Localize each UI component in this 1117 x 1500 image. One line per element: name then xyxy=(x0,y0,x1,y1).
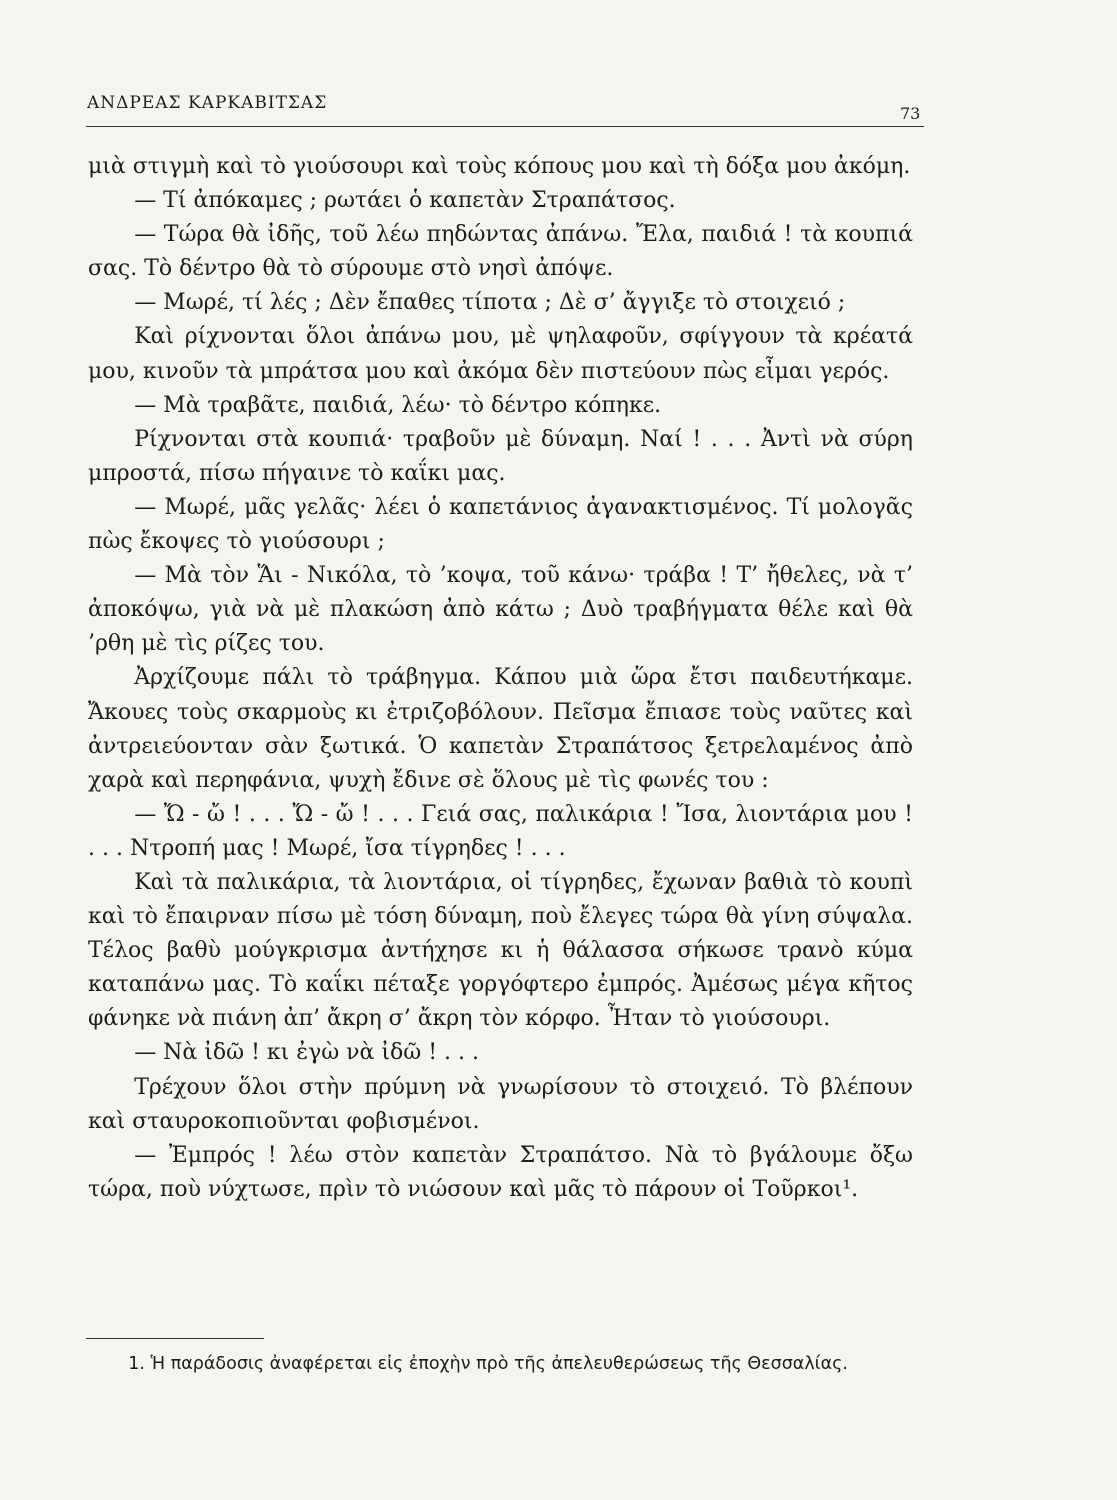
page-number: 73 xyxy=(900,104,921,123)
header-rule xyxy=(86,126,924,127)
paragraph-7: Ρίχνονται στὰ κουπιά· τραβοῦν μὲ δύναμη. Ναί ! . . . Ἀντὶ νὰ σύρη μπροστά, πίσω πήγαινε τὸ καΐκι μας. xyxy=(88,426,913,486)
paragraph-10: Ἀρχίζουμε πάλι τὸ τράβηγμα. Κάπου μιὰ ὥρα ἔτσι παιδευτήκαμε. Ἄκουες τοὺς σκαρμοὺς κι ἐτριζοβόλουν. Πεῖσμα ἔπιασε τοὺς ναῦτες καὶ ἀντρειεύονταν σὰν ξωτικά. Ὁ καπετὰν Στραπάτσος ξετρελαμένος ἀπὸ χαρὰ καὶ περηφάνια, ψυχὴ ἔδινε σὲ ὅλους μὲ τὶς φωνές του : xyxy=(88,665,913,793)
footnote-rule xyxy=(86,1338,264,1339)
paragraph-1: μιὰ στιγμὴ καὶ τὸ γιούσουρι καὶ τοὺς κόπους μου καὶ τὴ δόξα μου ἀκόμη. xyxy=(88,154,911,179)
running-title: ΑΝΔΡΕΑΣ ΚΑΡΚΑΒΙΤΣΑΣ xyxy=(87,93,328,113)
paragraph-14: Τρέχουν ὅλοι στὴν πρύμνη νὰ γνωρίσουν τὸ στοιχειό. Τὸ βλέπουν καὶ σταυροκοπιοῦνται φοβισμένοι. xyxy=(88,1074,913,1134)
paragraph-5: Καὶ ρίχνονται ὅλοι ἀπάνω μου, μὲ ψηλαφοῦν, σφίγγουν τὰ κρέατά μου, κινοῦν τὰ μπράτσα μου καὶ ἀκόμα δὲν πιστεύουν πὼς εἶμαι γερός. xyxy=(88,324,913,384)
paragraph-12: Καὶ τὰ παλικάρια, τὰ λιοντάρια, οἱ τίγρηδες, ἔχωναν βαθιὰ τὸ κουπὶ καὶ τὸ ἔπαιρναν πίσω μὲ τόση δύναμη, ποὺ ἔλεγες τώρα θὰ γίνη σύψαλα. Τέλος βαθὺ μούγκρισμα ἀντήχησε κι ἡ θάλασσα σήκωσε τρανὸ κύμα καταπάνω μας. Τὸ καΐκι πέταξε γοργόφτερο ἐμπρός. Ἀμέσως μέγα κῆτος φάνηκε νὰ πιάνη ἀπ’ ἄκρη σ’ ἄκρη τὸν κόρφο. Ἦταν τὸ γιούσουρι. xyxy=(88,869,913,1032)
body-text xyxy=(88,150,913,1207)
paragraph-15: — Ἐμπρός ! λέω στὸν καπετὰν Στραπάτσο. Νὰ τὸ βγάλουμε ὄξω τώρα, ποὺ νύχτωσε, πρὶν τὸ νιώσουν καὶ μᾶς τὸ πάρουν οἱ Τοῦρκοι¹. xyxy=(88,1142,913,1202)
footnote: 1. Ἡ παράδοσις ἀναφέρεται εἰς ἐποχὴν πρὸ τῆς ἀπελευθερώσεως τῆς Θεσσαλίας. xyxy=(128,1354,848,1374)
paragraph-4: — Μωρέ, τί λές ; Δὲν ἔπαθες τίποτα ; Δὲ σ’ ἄγγιξε τὸ στοιχειό ; xyxy=(134,290,846,316)
paragraph-8: — Μωρέ, μᾶς γελᾶς· λέει ὁ καπετάνιος ἀγανακτισμένος. Τί μολογᾶς πὼς ἔκοψες τὸ γιούσουρι ; xyxy=(88,494,913,555)
paragraph-3: — Τώρα θὰ ἰδῆς, τοῦ λέω πηδώντας ἀπάνω. Ἔλα, παιδιά ! τὰ κουπιά σας. Τὸ δέντρο θὰ τὸ σύρουμε στὸ νησὶ ἀπόψε. xyxy=(88,222,913,282)
paragraph-9: — Μὰ τὸν Ἅι - Νικόλα, τὸ ’κοψα, τοῦ κάνω· τράβα ! Τ’ ἤθελες, νὰ τ’ ἀποκόψω, γιὰ νὰ μὲ πλακώση ἀπὸ κάτω ; Δυὸ τραβήγματα θέλε καὶ θὰ ’ρθη μὲ τὶς ρίζες του. xyxy=(88,563,913,657)
paragraph-2: — Τί ἀπόκαμες ; ρωτάει ὁ καπετὰν Στραπάτσος. xyxy=(134,188,676,214)
paragraph-11: — Ὤ - ὤ ! . . . Ὤ - ὤ ! . . . Γειά σας, παλικάρια ! Ἴσα, λιοντάρια μου ! . . . Ντροπή μας ! Μωρέ, ἴσα τίγρηδες ! . . . xyxy=(88,801,913,861)
paragraph-13: — Νὰ ἰδῶ ! κι ἐγὼ νὰ ἰδῶ ! . . . xyxy=(134,1040,480,1066)
paragraph-6: — Μὰ τραβᾶτε, παιδιά, λέω· τὸ δέντρο κόπηκε. xyxy=(134,392,662,418)
